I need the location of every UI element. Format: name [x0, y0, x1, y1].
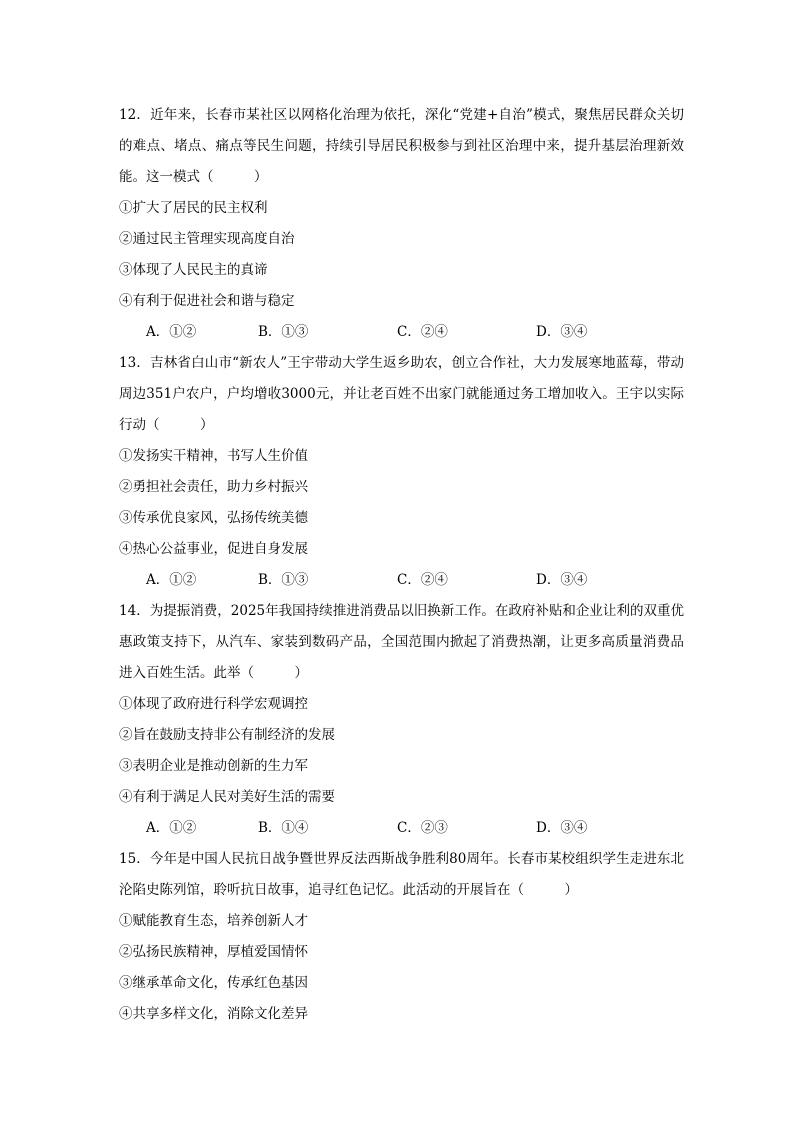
choice-c: C．②④: [397, 572, 448, 588]
question-list: [119, 100, 684, 1030]
question-12: [119, 100, 684, 348]
option-1: ①发扬实干精神，书写人生价值: [119, 448, 308, 464]
option-2: ②旨在鼓励支持非公有制经济的发展: [119, 727, 335, 743]
choice-a: A．①②: [146, 324, 197, 340]
choice-b: B．①③: [258, 572, 309, 588]
choice-c: C．②③: [397, 820, 448, 836]
option-2: ②勇担社会责任，助力乡村振兴: [119, 479, 308, 495]
option-1: ①赋能教育生态，培养创新人才: [119, 913, 308, 929]
choice-a: A．①②: [146, 820, 197, 836]
option-4: ④共享多样文化，消除文化差异: [119, 1006, 308, 1022]
choice-d: D．③④: [536, 324, 588, 340]
question-stem: 13．吉林省白山市“新农人”王宇带动大学生返乡助农，创立合作社，大力发展寒地蓝莓，带动周边351户农户，户均增收3000元，并让老百姓不出家门就能通过务工增加收入。王宇以实际行动（ ）: [119, 355, 684, 433]
choice-d: D．③④: [536, 820, 588, 836]
option-4: ④热心公益事业，促进自身发展: [119, 541, 308, 557]
option-1: ①扩大了居民的民主权利: [119, 200, 268, 216]
choice-b: B．①③: [258, 324, 309, 340]
option-3: ③传承优良家风，弘扬传统美德: [119, 510, 308, 526]
question-13: [119, 348, 684, 596]
option-3: ③表明企业是推动创新的生力军: [119, 758, 308, 774]
question-stem: 14．为提振消费，2025年我国持续推进消费品以旧换新工作。在政府补贴和企业让利的双重优惠政策支持下，从汽车、家装到数码产品，全国范围内掀起了消费热潮，让更多高质量消费品进入百姓生活。此举（ ）: [119, 603, 684, 681]
option-3: ③继承革命文化，传承红色基因: [119, 975, 308, 991]
question-15: [119, 844, 684, 1030]
option-2: ②弘扬民族精神，厚植爱国情怀: [119, 944, 308, 960]
choice-d: D．③④: [536, 572, 588, 588]
answer-choices: [119, 317, 684, 348]
option-4: ④有利于促进社会和谐与稳定: [119, 293, 295, 309]
option-1: ①体现了政府进行科学宏观调控: [119, 696, 308, 712]
answer-choices: [119, 565, 684, 596]
question-14: [119, 596, 684, 844]
option-2: ②通过民主管理实现高度自治: [119, 231, 295, 247]
choice-b: B．①④: [258, 820, 309, 836]
choice-c: C．②④: [397, 324, 448, 340]
answer-choices: [119, 813, 684, 844]
question-stem: 15．今年是中国人民抗日战争暨世界反法西斯战争胜利80周年。长春市某校组织学生走进东北沦陷史陈列馆，聆听抗日故事，追寻红色记忆。此活动的开展旨在（ ）: [119, 851, 684, 898]
option-4: ④有利于满足人民对美好生活的需要: [119, 789, 335, 805]
question-stem: 12．近年来，长春市某社区以网格化治理为依托，深化“党建+自治”模式，聚焦居民群众关切的难点、堵点、痛点等民生问题，持续引导居民积极参与到社区治理中来，提升基层治理新效能。这一模式（ ）: [119, 107, 684, 185]
choice-a: A．①②: [146, 572, 197, 588]
option-3: ③体现了人民民主的真谛: [119, 262, 268, 278]
